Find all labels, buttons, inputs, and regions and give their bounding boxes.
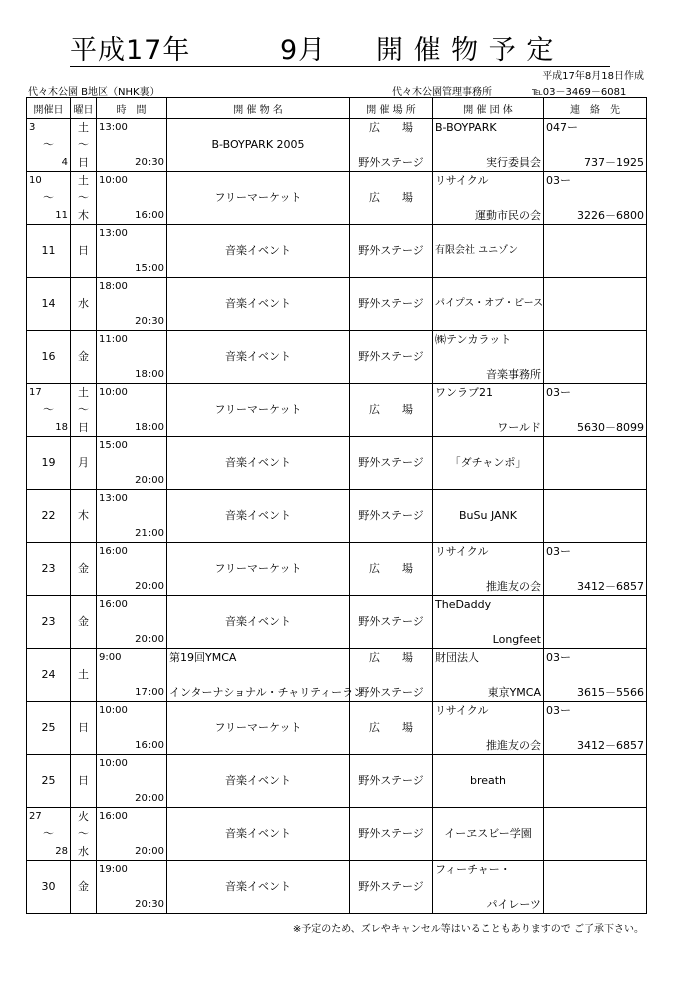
time-time-end: 20:00	[135, 793, 164, 804]
date-date-mid: 25	[41, 721, 56, 734]
cell-contact	[544, 861, 647, 914]
cell-event	[167, 649, 365, 702]
time-time-end: 20:30	[135, 316, 164, 327]
cell-day	[71, 331, 97, 384]
date-date-mid: ～	[43, 138, 54, 151]
time-time-start: 9:00	[99, 652, 122, 663]
cell-date	[27, 225, 71, 278]
date-date-bot: 11	[55, 210, 68, 221]
organizer-org-bot: 推進友の会	[486, 580, 541, 593]
event-event-mid: 音楽イベント	[225, 297, 291, 310]
date-date-mid: ～	[43, 827, 54, 840]
date-date-top: 17	[29, 387, 42, 398]
cell-organizer	[433, 172, 544, 225]
venue-venue-bot: 野外ステージ	[358, 686, 424, 699]
cell-day	[71, 861, 97, 914]
cell-event	[167, 702, 350, 755]
cell-date	[27, 490, 71, 543]
cell-organizer	[433, 331, 544, 384]
event-event-mid: フリーマーケット	[214, 191, 302, 204]
cell-venue	[350, 331, 433, 384]
cell-organizer	[433, 808, 544, 861]
venue-venue-mid: 野外ステージ	[358, 350, 424, 363]
day-day-top: 土	[78, 121, 89, 134]
day-day-mid: 水	[78, 297, 89, 310]
date-date-bot: 28	[55, 846, 68, 857]
organizer-org-mid-left: 有限会社 ユニゾン	[435, 245, 519, 256]
cell-time	[97, 543, 167, 596]
venue-venue-top: 広 場	[369, 121, 413, 134]
cell-contact	[544, 225, 647, 278]
cell-venue	[350, 437, 433, 490]
cell-organizer	[433, 702, 544, 755]
header-contact: 連 絡 先	[544, 98, 647, 119]
title-underline	[70, 66, 610, 67]
organizer-org-top: ワンラブ21	[435, 386, 493, 399]
organizer-org-bot: パイレーツ	[486, 898, 541, 911]
date-date-mid: 14	[41, 297, 56, 310]
cell-event	[167, 437, 350, 490]
date-date-bot: 4	[61, 157, 68, 168]
day-day-mid: 土	[78, 668, 89, 681]
header-date: 開催日	[27, 98, 71, 119]
time-time-end: 18:00	[135, 422, 164, 433]
cell-time	[97, 278, 167, 331]
cell-event	[167, 861, 350, 914]
day-day-bot: 水	[78, 845, 89, 858]
contact-contact-top: 03ー	[546, 386, 571, 399]
time-time-end: 20:00	[135, 634, 164, 645]
venue-venue-mid: 広 場	[369, 403, 413, 416]
cell-venue	[350, 384, 433, 437]
time-time-start: 13:00	[99, 228, 128, 239]
cell-date	[27, 543, 71, 596]
organizer-org-top: リサイクル	[435, 174, 489, 187]
table-row	[27, 808, 647, 861]
cell-venue	[350, 808, 433, 861]
day-day-mid: 金	[78, 880, 89, 893]
cell-time	[97, 225, 167, 278]
organizer-org-bot: 東京YMCA	[487, 686, 541, 699]
time-time-end: 21:00	[135, 528, 164, 539]
cell-day	[71, 702, 97, 755]
contact-contact-bot: 3412－6857	[577, 580, 644, 593]
day-day-bot: 日	[78, 156, 89, 169]
cell-organizer	[433, 649, 544, 702]
event-event-mid: 音楽イベント	[225, 456, 291, 469]
time-time-end: 20:30	[135, 899, 164, 910]
cell-contact	[544, 331, 647, 384]
cell-organizer	[433, 543, 544, 596]
time-time-end: 18:00	[135, 369, 164, 380]
date-date-top: 3	[29, 122, 36, 133]
header-row	[27, 98, 647, 119]
venue-venue-mid: 野外ステージ	[358, 297, 424, 310]
contact-contact-bot: 3226－6800	[577, 209, 644, 222]
organizer-org-mid-center: 「ダチャンポ」	[449, 456, 527, 469]
date-date-mid: ～	[43, 403, 54, 416]
cell-venue	[350, 119, 433, 172]
cell-venue	[350, 702, 433, 755]
cell-time	[97, 172, 167, 225]
date-date-mid: 23	[41, 562, 56, 575]
cell-time	[97, 384, 167, 437]
day-day-mid: 日	[78, 721, 89, 734]
title-main: 開 催 物 予 定	[376, 35, 555, 66]
document-title	[70, 28, 610, 68]
cell-contact	[544, 384, 647, 437]
cell-contact	[544, 808, 647, 861]
cell-date	[27, 278, 71, 331]
contact-contact-top: 03ー	[546, 174, 571, 187]
time-time-end: 16:00	[135, 740, 164, 751]
organizer-org-bot: Longfeet	[492, 633, 541, 646]
day-day-bot: 木	[78, 209, 89, 222]
cell-event	[167, 278, 350, 331]
time-time-start: 10:00	[99, 758, 128, 769]
event-event-mid: 音楽イベント	[225, 880, 291, 893]
event-event-mid: フリーマーケット	[214, 721, 302, 734]
cell-organizer	[433, 861, 544, 914]
header-organizer: 開 催 団 体	[433, 98, 544, 119]
day-day-mid: 金	[78, 562, 89, 575]
cell-contact	[544, 490, 647, 543]
cell-day	[71, 225, 97, 278]
event-event-top: 第19回YMCA	[169, 651, 237, 664]
day-day-top: 土	[78, 174, 89, 187]
cell-date	[27, 437, 71, 490]
organizer-org-mid-center: イーヱスビー学園	[444, 827, 532, 840]
day-day-mid: 日	[78, 774, 89, 787]
cell-day	[71, 172, 97, 225]
time-time-end: 20:00	[135, 475, 164, 486]
organizer-org-bot: 音楽事務所	[486, 368, 541, 381]
cell-event	[167, 331, 350, 384]
organizer-org-mid-center: breath	[469, 774, 507, 787]
venue-venue-mid: 野外ステージ	[358, 774, 424, 787]
table-row	[27, 278, 647, 331]
cell-venue	[350, 596, 433, 649]
venue-venue-mid: 野外ステージ	[358, 827, 424, 840]
created-date: 平成17年8月18日作成	[542, 71, 644, 82]
organizer-org-bot: 推進友の会	[486, 739, 541, 752]
time-time-end: 17:00	[135, 687, 164, 698]
day-day-top: 火	[78, 810, 89, 823]
table-row	[27, 755, 647, 808]
table-row	[27, 225, 647, 278]
cell-venue	[350, 861, 433, 914]
time-time-start: 15:00	[99, 440, 128, 451]
cell-organizer	[433, 490, 544, 543]
event-event-mid: フリーマーケット	[214, 562, 302, 575]
cell-time	[97, 702, 167, 755]
table-row	[27, 119, 647, 172]
cell-venue	[350, 490, 433, 543]
cell-date	[27, 861, 71, 914]
header-venue: 開 催 場 所	[350, 98, 433, 119]
date-date-mid: 19	[41, 456, 56, 469]
table-row	[27, 861, 647, 914]
time-time-start: 10:00	[99, 387, 128, 398]
cell-contact	[544, 172, 647, 225]
event-event-bot: インターナショナル・チャリティーラン	[169, 686, 365, 699]
cell-time	[97, 808, 167, 861]
day-day-mid: ～	[78, 138, 89, 151]
venue-venue-mid: 野外ステージ	[358, 509, 424, 522]
time-time-start: 16:00	[99, 811, 128, 822]
cell-contact	[544, 755, 647, 808]
venue-venue-mid: 野外ステージ	[358, 880, 424, 893]
time-time-end: 20:00	[135, 846, 164, 857]
schedule-table	[26, 97, 647, 914]
table-row	[27, 331, 647, 384]
organizer-org-top: ㈱テンカラット	[435, 333, 512, 346]
contact-contact-bot: 737－1925	[584, 156, 644, 169]
cell-event	[167, 596, 350, 649]
day-day-mid: ～	[78, 191, 89, 204]
cell-event	[167, 225, 350, 278]
venue-venue-bot: 野外ステージ	[358, 156, 424, 169]
day-day-mid: 金	[78, 615, 89, 628]
organizer-org-top: TheDaddy	[435, 598, 492, 611]
organizer-org-top: フィーチャー・	[435, 863, 511, 876]
cell-event	[167, 543, 350, 596]
date-date-top: 27	[29, 811, 42, 822]
header-time: 時 間	[97, 98, 167, 119]
time-time-start: 10:00	[99, 175, 128, 186]
table-row	[27, 649, 647, 702]
event-event-mid: 音楽イベント	[225, 615, 291, 628]
cell-date	[27, 119, 71, 172]
cell-contact	[544, 649, 647, 702]
day-day-bot: 日	[78, 421, 89, 434]
cell-event	[167, 172, 350, 225]
cell-date	[27, 649, 71, 702]
day-day-mid: 日	[78, 244, 89, 257]
cell-venue	[350, 649, 433, 702]
cell-day	[71, 649, 97, 702]
time-time-start: 18:00	[99, 281, 128, 292]
cell-organizer	[433, 596, 544, 649]
event-event-mid: 音楽イベント	[225, 774, 291, 787]
header-day: 曜日	[71, 98, 97, 119]
organizer-org-bot: ワールド	[497, 421, 541, 434]
cell-day	[71, 490, 97, 543]
cell-organizer	[433, 755, 544, 808]
cell-date	[27, 755, 71, 808]
organizer-org-top: 財団法人	[435, 651, 479, 664]
time-time-start: 13:00	[99, 493, 128, 504]
cell-event	[167, 490, 350, 543]
cell-organizer	[433, 225, 544, 278]
cell-contact	[544, 702, 647, 755]
park-location: 代々木公園 B地区（NHK裏）	[28, 87, 160, 98]
office-name: 代々木公園管理事務所	[392, 87, 492, 98]
cell-day	[71, 119, 97, 172]
organizer-org-top: リサイクル	[435, 704, 489, 717]
contact-contact-bot: 5630－8099	[577, 421, 644, 434]
table-row	[27, 543, 647, 596]
venue-venue-mid: 広 場	[369, 191, 413, 204]
time-time-end: 20:30	[135, 157, 164, 168]
day-day-mid: 月	[78, 456, 89, 469]
date-date-mid: 25	[41, 774, 56, 787]
venue-venue-mid: 野外ステージ	[358, 244, 424, 257]
day-day-top: 土	[78, 386, 89, 399]
cell-day	[71, 755, 97, 808]
cell-time	[97, 119, 167, 172]
cell-date	[27, 702, 71, 755]
organizer-org-top: B-BOYPARK	[435, 121, 497, 134]
cell-time	[97, 490, 167, 543]
table-row	[27, 596, 647, 649]
contact-contact-top: 03ー	[546, 545, 571, 558]
cell-contact	[544, 278, 647, 331]
event-event-mid: 音楽イベント	[225, 244, 291, 257]
contact-contact-top: 03ー	[546, 651, 571, 664]
time-time-start: 16:00	[99, 599, 128, 610]
contact-contact-bot: 3412－6857	[577, 739, 644, 752]
event-event-mid: 音楽イベント	[225, 350, 291, 363]
time-time-start: 10:00	[99, 705, 128, 716]
cell-contact	[544, 596, 647, 649]
time-time-end: 16:00	[135, 210, 164, 221]
organizer-org-bot: 運動市民の会	[475, 209, 541, 222]
date-date-top: 10	[29, 175, 42, 186]
cell-organizer	[433, 119, 544, 172]
venue-venue-mid: 広 場	[369, 562, 413, 575]
venue-venue-mid: 野外ステージ	[358, 615, 424, 628]
table-row	[27, 490, 647, 543]
cell-date	[27, 808, 71, 861]
table-row	[27, 702, 647, 755]
cell-time	[97, 437, 167, 490]
table-row	[27, 172, 647, 225]
day-day-mid: 金	[78, 350, 89, 363]
office-phone: ℡03－3469－6081	[532, 87, 627, 98]
cell-date	[27, 596, 71, 649]
cell-day	[71, 278, 97, 331]
venue-venue-top: 広 場	[369, 651, 413, 664]
event-event-mid: 音楽イベント	[225, 509, 291, 522]
venue-venue-mid: 広 場	[369, 721, 413, 734]
cell-day	[71, 808, 97, 861]
cell-time	[97, 649, 167, 702]
cell-contact	[544, 119, 647, 172]
title-era: 平成17年	[70, 35, 191, 66]
cell-day	[71, 437, 97, 490]
time-time-start: 16:00	[99, 546, 128, 557]
cell-event	[167, 384, 350, 437]
contact-contact-top: 047ー	[546, 121, 578, 134]
cell-venue	[350, 755, 433, 808]
cell-contact	[544, 543, 647, 596]
contact-contact-top: 03ー	[546, 704, 571, 717]
date-date-mid: 23	[41, 615, 56, 628]
time-time-start: 19:00	[99, 864, 128, 875]
cell-organizer	[433, 384, 544, 437]
time-time-end: 15:00	[135, 263, 164, 274]
table-row	[27, 437, 647, 490]
cell-date	[27, 384, 71, 437]
cell-venue	[350, 225, 433, 278]
title-month: 9月	[280, 35, 327, 66]
organizer-org-mid-left: パイプス・オブ・ピース	[435, 298, 544, 309]
event-event-mid: 音楽イベント	[225, 827, 291, 840]
cell-event	[167, 808, 350, 861]
date-date-mid: 16	[41, 350, 56, 363]
date-date-bot: 18	[55, 422, 68, 433]
cell-day	[71, 596, 97, 649]
organizer-org-bot: 実行委員会	[486, 156, 541, 169]
cell-date	[27, 172, 71, 225]
cell-venue	[350, 278, 433, 331]
cell-event	[167, 755, 350, 808]
date-date-mid: 30	[41, 880, 56, 893]
event-event-mid: フリーマーケット	[214, 403, 302, 416]
date-date-mid: ～	[43, 191, 54, 204]
cell-event	[167, 119, 350, 172]
day-day-mid: ～	[78, 827, 89, 840]
venue-venue-mid: 野外ステージ	[358, 456, 424, 469]
day-day-mid: ～	[78, 403, 89, 416]
contact-contact-bot: 3615－5566	[577, 686, 644, 699]
date-date-mid: 11	[41, 244, 56, 257]
organizer-org-mid-center: BuSu JANK	[459, 509, 517, 522]
time-time-end: 20:00	[135, 581, 164, 592]
cell-day	[71, 384, 97, 437]
cell-venue	[350, 172, 433, 225]
cell-contact	[544, 437, 647, 490]
cell-day	[71, 543, 97, 596]
header-event: 開 催 物 名	[167, 98, 350, 119]
cell-organizer	[433, 278, 544, 331]
day-day-mid: 木	[78, 509, 89, 522]
event-event-mid: B-BOYPARK 2005	[211, 138, 305, 151]
time-time-start: 11:00	[99, 334, 128, 345]
cell-time	[97, 331, 167, 384]
organizer-org-top: リサイクル	[435, 545, 489, 558]
cell-time	[97, 596, 167, 649]
cell-time	[97, 861, 167, 914]
time-time-start: 13:00	[99, 122, 128, 133]
cell-date	[27, 331, 71, 384]
cell-organizer	[433, 437, 544, 490]
cell-venue	[350, 543, 433, 596]
table-row	[27, 384, 647, 437]
date-date-mid: 24	[41, 668, 56, 681]
footer-note: ※予定のため、ズレやキャンセル等はいることもありますので ご了承下さい。	[292, 924, 644, 935]
date-date-mid: 22	[41, 509, 56, 522]
cell-time	[97, 755, 167, 808]
